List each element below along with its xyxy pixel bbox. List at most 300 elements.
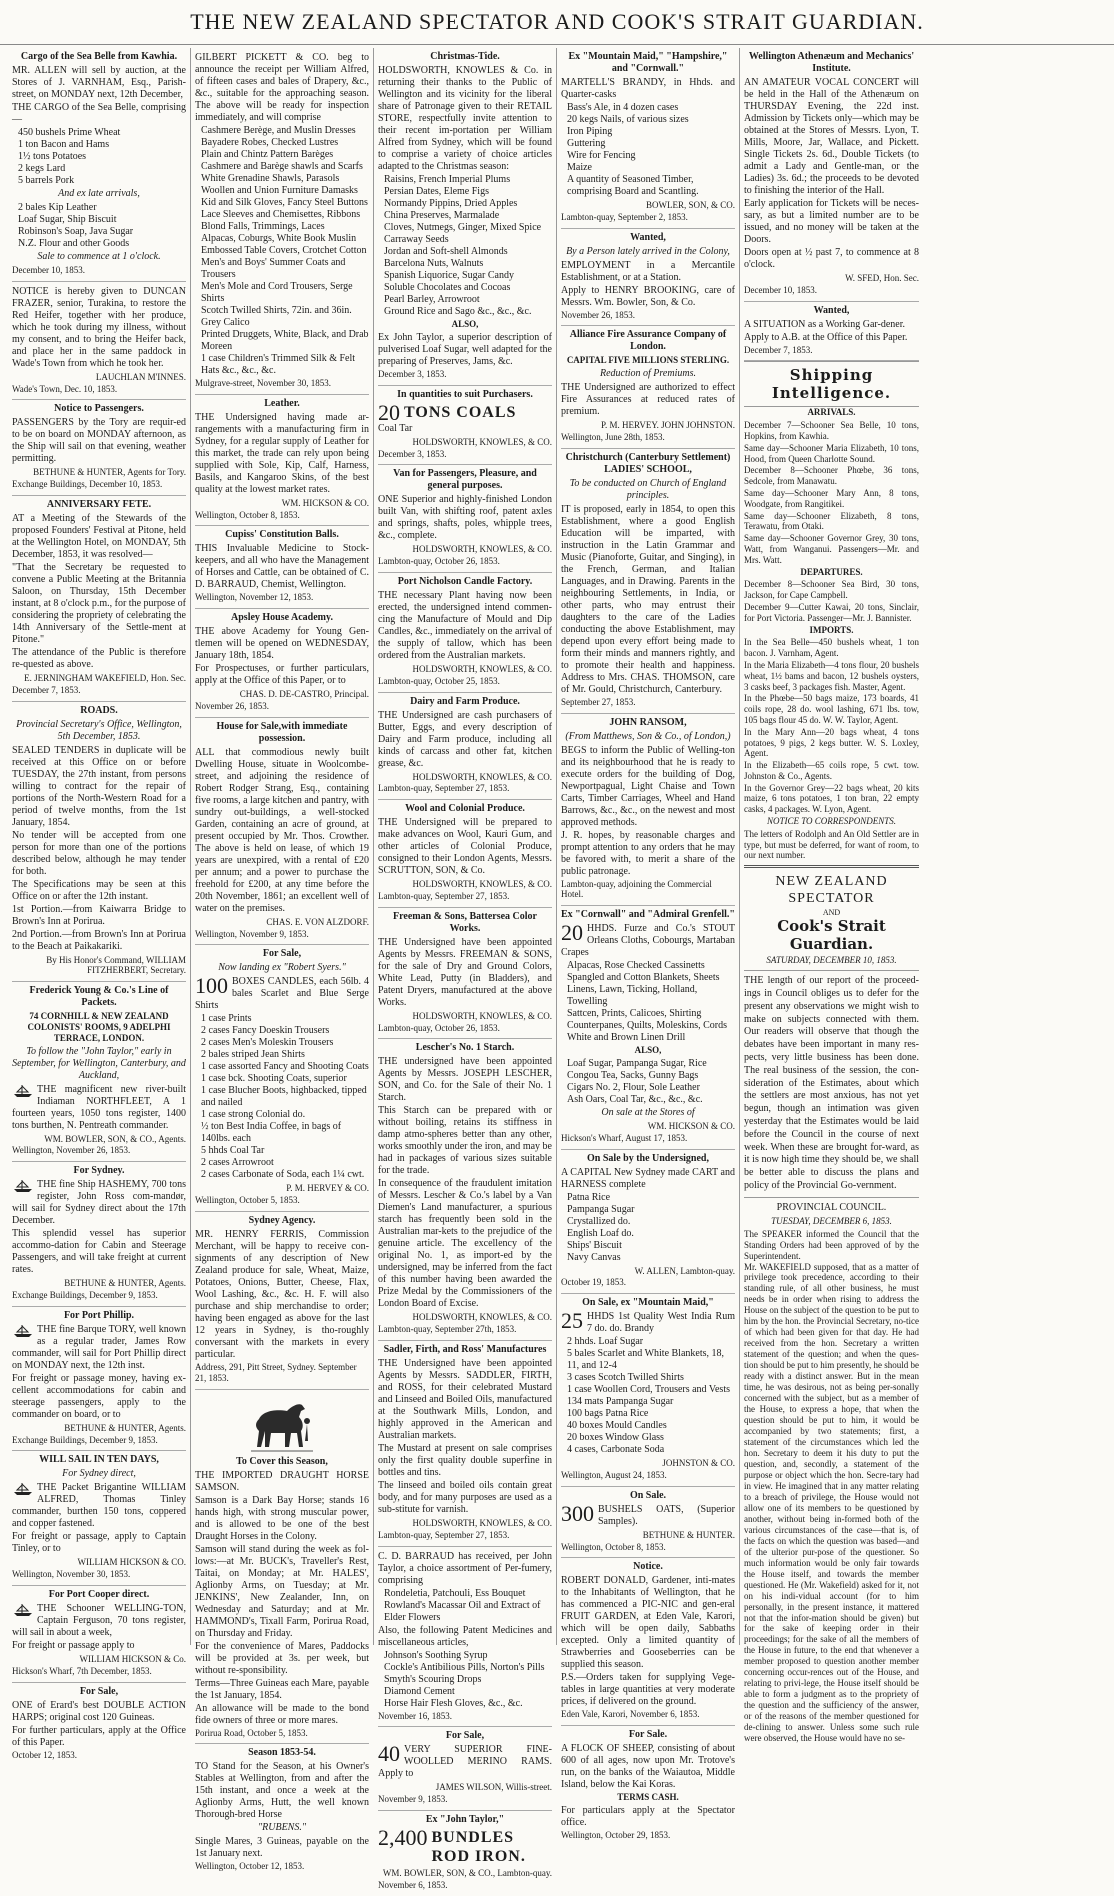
ad-martell-brandy (561, 48, 735, 229)
list-item: Rowland's Macassar Oil and Extract of Elder Flowers (384, 1599, 541, 1623)
item-list (18, 127, 186, 187)
ad-date: December 7, 1853. (12, 684, 81, 695)
ad-text: ALL that commodious newly built Dwelling House, situate in Woolcombe-street, and adjoining the residence of Robert Rodger Strang, Esq., containing five rooms, a large kitchen and pantry, with sundry out-buildings, a well-stocked Garden, containing an acre of ground, at present occupied by Mr. Thos. Crowther. The above is held on lease, of which 19 years are unexpired, with a rental of £20 per annum; and a power to purchase the freehold for £200, at any time before the 20th November, 1861; an excellent well of water on the premises. (195, 746, 369, 914)
ad-apsley-house (195, 609, 369, 718)
ad-signature: WILLIAM HICKSON & CO. (77, 1557, 186, 1568)
list-item: 1 case assorted Fancy and Shooting Coats (201, 1061, 369, 1073)
ad-gilbert-pickett (195, 48, 369, 395)
ad-heading: For Sale, (79, 1685, 119, 1697)
council-paragraph: The SPEAKER informed the Council that the Standing Orders had been approved of by the Superintendent. (744, 1228, 919, 1261)
ad-heading: For Port Phillip. (63, 1309, 135, 1321)
ad-rod-iron (378, 1811, 552, 1896)
ad-heading: Wanted, (630, 231, 666, 243)
column-2 (191, 48, 374, 1872)
ad-body: HHDS. Furze and Co.'s STOUT Orleans Cloths, Cobourgs, Martaban Crapes (561, 923, 735, 959)
ad-signature: W. SFED, Hon. Sec. (845, 273, 919, 283)
list-item: Wire for Fencing (567, 150, 636, 161)
ad-date: November 16, 1853. (378, 1710, 452, 1721)
ad-date: December 10, 1853. (12, 265, 85, 275)
list-item: Same day—Schooner Maria Elizabeth, 10 tons, Hood, from Queen Charlotte Sound. (744, 442, 919, 464)
column-5 (740, 48, 923, 1744)
list-item: Same day—Schooner Mary Ann, 8 tons, Woodgate, from Rangitikei. (744, 487, 919, 509)
list-item: Linens, Lawn, Ticking, Holland, Towelling (567, 984, 698, 1008)
ship-icon (12, 1084, 34, 1098)
paper-title-and: AND (822, 907, 841, 917)
ad-date: Mulgrave-street, November 30, 1853. (195, 378, 331, 388)
ad-date: Exchange Buildings, December 9, 1853. (12, 1434, 158, 1445)
ad-heading: For Sale, (262, 948, 302, 960)
ad-body: THE fine Ship HASHEMY, 700 tons register, John Ross com-mandør, will sail for Sydney direct about the 17th December. (12, 1179, 186, 1227)
ad-heading: Sydney Agency. (248, 1214, 316, 1226)
ad-quote: "That the Secretary be requested to convene a Public Meeting at the Britannia Saloon, on Thursday, 15th December instant, at 8 o'clock p.m., for the purpose of considering the propriety of celebrating the 14th Anniversary of the Settle-ment at Pitone." (12, 561, 186, 645)
ad-subheading: (From Matthews, Son & Co., of London,) (565, 730, 731, 742)
ad-body: THE magnificent new river-built Indiaman NORTHFLEET, A 1 fourteen years, 1050 tons register, 1400 tons burthen, N. Pentreath commander. (12, 1083, 186, 1131)
ad-text: IT is proposed, early in 1854, to open this Establishment, where a good English Education will be imparted, with instruction in the Latin Grammar and Music (Pianoforte, Guitar, and Singing), in the French, German, and Italian Languages, and in Drawing. Parents in the neighbouring Settlements, in India, or other parts, who may entrust their daughters to the care of the Ladies conducting the above Establishment, may depend upon every effort being made to form their minds and manners rightly, and to promote their health and happiness. Address to Mrs. CHAS. THOMSON, care of Mr. Gould, Christchurch, Canterbury. (561, 503, 735, 695)
ad-text (561, 1308, 735, 1335)
ad-text: THE Undersigned are authorized to effect Fire Assurances at reduced rates of premium. (561, 382, 735, 418)
column-3 (374, 48, 557, 1891)
ad-heading: Frederick Young & Co.'s Line of Packets. (29, 985, 169, 1009)
list-item: 2 kegs Lard (18, 163, 66, 174)
ad-text: AT a Meeting of the Stewards of the proposed Founders' Festival at Pitone, held at the Wellington Hotel, on MONDAY, 5th December, 1853, it was resolved— (12, 512, 186, 560)
ad-text: The linseed and boiled oils contain great body, and for many purposes are used as a sub-stitute for varnish. (378, 1479, 552, 1515)
ad-athenaeum-concert (744, 48, 919, 302)
list-item: In the Elizabeth—65 coils rope, 5 cwt. tow. Johnston & Co., Agents. (744, 760, 919, 781)
ad-body: VERY SUPERIOR FINE-WOOLLED MERINO RAMS. Apply to (378, 1744, 552, 1780)
ad-text (561, 920, 735, 959)
ad-text: ROBERT DONALD, Gardener, inti-mates to the Inhabitants of Wellington, that he has commenced a PIC-NIC and gen-eral FRUIT GARDEN, at Eden Vale, Karori, which will be open daily, Sabbaths excepted. Only a limited quantity of Strawberries and Gooseberries can be supplied this season. (561, 1575, 735, 1671)
big-number: 40 (378, 1741, 400, 1767)
ad-anniversary-fete (12, 496, 186, 702)
ad-signature: BETHUNE & HUNTER, Agents for Tory. (33, 467, 186, 478)
ad-text: Ex John Taylor, a superior description of pulverised Loaf Sugar, well adapted for the preparing of Preserves, Jams, &c. (378, 331, 552, 367)
list-item: Cashmere and Barège shawls and Scarfs (201, 161, 363, 172)
ad-text: THE IMPORTED DRAUGHT HORSE SAMSON. (195, 1469, 369, 1493)
ad-house-sale (195, 718, 369, 946)
ad-wanted-gardener (744, 302, 919, 362)
ad-text (195, 973, 369, 1012)
list-item: 2 bales striped Jean Shirts (201, 1049, 305, 1061)
ad-rum-mountain-maid (561, 1294, 735, 1487)
list-item: 2 cases Carbonate of Soda, each 1¼ cwt. (201, 1169, 365, 1181)
ad-heading: On Sale. (629, 1489, 667, 1501)
ad-date: Lambton-quay, October 25, 1853. (378, 675, 500, 686)
ad-heading: For Port Cooper direct. (48, 1588, 150, 1600)
list-item: 5 hhds Coal Tar (201, 1145, 265, 1157)
list-item: December 9—Cutter Kawai, 20 tons, Sinclair, for Port Victoria. Passenger—Mr. J. Bannister. (744, 601, 919, 623)
ad-date: Wellington, October 8, 1853. (561, 1541, 666, 1552)
ad-robert-donald (561, 1558, 735, 1726)
ad-text: A SITUATION as a Working Gar-dener. (744, 318, 905, 330)
ad-roads (12, 702, 186, 983)
list-item: Sattcen, Prints, Calicoes, Shirting (567, 1008, 702, 1020)
ad-signature: By His Honor's Command, WILLIAM FITZHERBERT, Secretary. (46, 954, 186, 976)
list-item: 1 case Children's Trimmed Silk & Felt Hats &c., &c., &c. (201, 353, 356, 376)
ad-text: Samson is a Dark Bay Horse; stands 16 hands high, with strong muscular power, and is allowed to be one of the best Draught Horses in the Colony. (195, 1494, 369, 1542)
ad-note: Sale to commence at 1 o'clock. (37, 251, 161, 262)
ad-cart-harness (561, 1150, 735, 1295)
list-item: Raisins, French Imperial Plums (384, 174, 511, 185)
ad-text: THE Undersigned are cash purchasers of Butter, Eggs, and every description of Dairy and Farm produce, including all kinds of carcass and other fat, kitchen grease, &c. (378, 709, 552, 769)
list-item: Counterpanes, Quilts, Moleskins, Cords (567, 1020, 727, 1032)
ad-ladies-school (561, 449, 735, 714)
ad-body: THE fine Barque TORY, well known as a regular trader, James Row commander, will sail for Port Phillip direct on MONDAY next, the 12th inst. (12, 1323, 186, 1371)
notice-body: The letters of Rodolph and An Old Settler are in type, but must be deferred, for want of room, to our next number. (744, 828, 919, 861)
ad-date: October 12, 1853. (12, 1749, 77, 1760)
ad-text: THE Undersigned have been appointed Agents by Messrs. FREEMAN & SONS, for the sale of Dry and Ground Colors, White Lead, Putty (in Bladders), and Patent Dryers, manufactured at the above Works. (378, 936, 552, 1008)
ad-text: PASSENGERS by the Tory are requir-ed to be on board on MONDAY afternoon, as the Ship will sail on that evening, weather permitting. (12, 417, 186, 465)
list-item: Same day—Schooner Governor Grey, 30 tons, Watt, from Wanganui. Passengers—Mr. and Mrs. Watt. (744, 533, 919, 565)
ad-cargo-sea-belle (12, 48, 186, 282)
ad-text: EMPLOYMENT in a Mercantile Establishment, or at a Station. (561, 259, 735, 283)
list-item: Plain and Chintz Pattern Barèges (201, 149, 334, 160)
list-item: Men's Mole and Cord Trousers, Serge Shirts (201, 281, 353, 304)
item-list (567, 102, 735, 198)
list-item: Ships' Biscuit (567, 1239, 622, 1251)
ad-date: Wellington, October 29, 1853. (561, 1829, 671, 1840)
ad-signature: WILLIAM HICKSON & Co. (79, 1653, 186, 1664)
ad-text: THE Undersigned will be prepared to make advances on Wool, Kauri Gum, and other articles of Colonial Produce, consigned to their London Agents, Messrs. SCRUTTON, SON, & Co. (378, 817, 552, 877)
list-item: 20 boxes Window Glass (567, 1432, 664, 1444)
ad-heading: Dairy and Farm Produce. (410, 695, 520, 707)
ad-text: MR. ALLEN will sell by auction, at the Stores of J. VARNHAM, Esq., Parish-street, on MONDAY next, 12th December, (12, 65, 186, 100)
ad-heading: Sadler, Firth, and Ross' Manufactures (383, 1343, 547, 1355)
list-item: Ground Rice and Sago &c., &c., &c. (384, 306, 532, 317)
big-number: 20 (378, 399, 400, 425)
list-item: Pearl Barley, Arrowroot (384, 294, 480, 305)
ad-body: THE Schooner WELLING-TON, Captain Ferguson, 70 tons register, will sail in about a week, (12, 1602, 186, 1638)
ad-heading: Christchurch (Canterbury Settlement) LADIES' SCHOOL, (565, 451, 731, 475)
ad-subheading: 74 CORNHILL & NEW ZEALAND COLONISTS' ROOMS, 9 ADELPHI TERRACE, LONDON. (27, 1011, 171, 1043)
list-item: Woollen and Union Furniture Damasks (201, 185, 358, 196)
ad-signature: HOLDSWORTH, KNOWLES, & CO. (412, 771, 552, 782)
ad-rubens (195, 1744, 369, 1877)
ad-signature: HOLDSWORTH, KNOWLES, & CO. (412, 1517, 552, 1528)
ad-signature: CHAS. E. VON ALZDORF. (266, 916, 369, 927)
ad-subheading: For Sydney direct, (62, 1468, 136, 1480)
ad-heading: WILL SAIL IN TEN DAYS, (39, 1454, 159, 1466)
ad-text: For freight or passage money, having ex-cellent accommodations for cabin and steerage passengers, apply to the commander on board, or to (12, 1372, 186, 1420)
ad-text: ONE of Erard's best DOUBLE ACTION HARPS; original cost 120 Guineas. (12, 1699, 186, 1723)
ad-date: Exchange Buildings, December 10, 1853. (12, 479, 163, 490)
list-item: White Grenadine Shawls, Parasols (201, 173, 340, 184)
list-item: Cockle's Antibilious Pills, Norton's Pills (384, 1661, 545, 1673)
list-item: Johnson's Soothing Syrup (384, 1649, 488, 1661)
subsection-title: NOTICE TO CORRESPONDENTS. (766, 816, 897, 827)
ad-subheading: And ex late arrivals, (58, 188, 140, 199)
ad-date: Eden Vale, Karori, November 6, 1853. (561, 1709, 700, 1720)
ad-text: C. D. BARRAUD has received, per John Taylor, a choice assortment of Per-fumery, comprising (378, 1550, 552, 1586)
ad-text (12, 1603, 186, 1639)
ad-text (12, 1179, 186, 1227)
ad-heading: JOHN RANSOM, (609, 716, 687, 728)
ad-notice-frazer (12, 282, 186, 401)
ad-heading: Cargo of the Sea Belle from Kawhia. (20, 51, 178, 62)
list-item: Jordan and Soft-shell Almonds (384, 246, 508, 257)
ad-candles (195, 945, 369, 1212)
ad-heading: Notice. (633, 1561, 663, 1573)
ad-subheading: By a Person lately arrived in the Colony, (566, 245, 730, 257)
big-number: 300 (561, 1500, 594, 1526)
ad-port-phillip (12, 1307, 186, 1452)
horse-name: "RUBENS." (257, 1822, 307, 1834)
ad-date: Lambton-quay, adjoining the Commercial Hotel. (561, 878, 712, 900)
ad-subheading: CAPITAL FIVE MILLIONS STERLING. (566, 355, 730, 366)
ad-date: November 26, 1853. (561, 309, 635, 320)
ad-text: For particulars apply at the Spectator office. (561, 1804, 735, 1828)
list-item: Barcelona Nuts, Walnuts (384, 258, 484, 269)
ad-notice-passengers (12, 400, 186, 496)
subsection-title: IMPORTS. (809, 624, 854, 635)
ad-text: AN AMATEUR VOCAL CONCERT will be held in the Hall of the Athenæum on THURSDAY Evening, the 22d inst. Admission by Tickets only—which may be obtained at the Stores of Messrs. Lyon, T. Mills, Moore, Jar, Wallace, and Pickett. Single Tickets 2s. 6d., Double Tickets (to admit a Lady and Gentle-man, or the Ladies) 3s. 6d.; the proceeds to be devoted to finishing the interior of the Hall. (744, 77, 919, 196)
ad-christmas-tide (378, 48, 552, 386)
ad-text: Early application for Tickets will be neces-sary, as but a limited number are to be issued, and no money will be taken at the Doors. (744, 198, 919, 245)
list-item: Embossed Table Covers, Crotchet Cotton (201, 245, 367, 256)
ad-signature: HOLDSWORTH, KNOWLES, & CO. (412, 436, 552, 447)
ad-date: Wellington, November 9, 1853. (195, 928, 309, 939)
list-item: Persian Dates, Eleme Figs (384, 186, 489, 197)
ad-signature: HOLDSWORTH, KNOWLES, & CO. (412, 1312, 552, 1323)
ad-heading: Wool and Colonial Produce. (405, 803, 525, 815)
list-item: December 8—Schooner Phœbe, 36 tons, Sedcole, from Manawatu. (744, 465, 919, 487)
ad-text (561, 1500, 735, 1528)
item-list (384, 1650, 552, 1710)
list-item: 2 cases Men's Moleskin Trousers (201, 1037, 334, 1049)
ad-text: Also, the following Patent Medicines and miscellaneous articles, (378, 1624, 552, 1648)
ad-date: October 19, 1853. (561, 1277, 626, 1288)
ad-heading: Wellington Athenæum and Mechanics' Institute. (748, 51, 915, 74)
ad-text: J. R. hopes, by reasonable charges and prompt attention to any orders that he may be favored with, to merit a share of the public patronage. (561, 829, 735, 877)
list-item: December 8—Schooner Sea Bird, 30 tons, Jackson, for Cape Campbell. (744, 579, 919, 601)
list-item: 2 bales Kip Leather (18, 202, 97, 213)
ad-heading: Alliance Fire Assurance Company of London. (569, 329, 727, 353)
ad-text (12, 1084, 186, 1132)
ad-date: November 6, 1853. (378, 1880, 448, 1891)
ad-text: Terms—Three Guineas each Mare, payable the 1st January, 1854. (195, 1677, 369, 1701)
ad-date: December 7, 1853. (744, 344, 813, 355)
ad-heading: On Sale, ex "Mountain Maid," (582, 1297, 714, 1309)
list-item: 1 case Blucher Boots, highbacked, tipped and nailed (201, 1085, 367, 1109)
ad-heading: Leather. (264, 397, 300, 409)
ad-date: November 9, 1853. (378, 1794, 448, 1805)
ad-date: Wade's Town, Dec. 10, 1853. (12, 383, 118, 394)
list-item: ½ ton Best India Coffee, in bags of 140lbs. each (201, 1121, 342, 1145)
list-item: Cigars No. 2, Flour, Sole Leather (567, 1081, 700, 1093)
list-item: Same day—Schooner Elizabeth, 8 tons, Terawatu, from Otaki. (744, 510, 919, 532)
list-item: Normandy Pippins, Dried Apples (384, 198, 518, 209)
list-item: Cashmere Berège, and Muslin Dresses (201, 125, 356, 136)
list-item: Crystallized do. (567, 1215, 631, 1227)
list-item: Alpacas, Rose Checked Cassinetts (567, 960, 705, 972)
ad-date: Address, 291, Pitt Street, Sydney. September 21, 1853. (195, 1361, 357, 1383)
ad-text: For freight or passage apply to (12, 1639, 135, 1651)
list-item: 5 barrels Pork (18, 175, 75, 186)
ad-text: No tender will be accepted from one person for more than one of the portions described below, although he may tender for both. (12, 829, 186, 877)
ad-signature: JOHNSTON & CO. (662, 1458, 735, 1469)
ad-merino-rams (378, 1727, 552, 1811)
list-item: 1 ton Bacon and Hams (18, 139, 110, 150)
list-item: 1 case Woollen Cord, Trousers and Vests (567, 1384, 730, 1396)
list-item: Printed Druggets, White, Black, and Drab Moreen (201, 329, 369, 352)
ad-subheading: ALSO, (451, 319, 479, 329)
masthead: THE NEW ZEALAND SPECTATOR AND COOK'S STRAIT GUARDIAN. (0, 0, 1114, 45)
ad-date: Wellington, November 26, 1853. (12, 1145, 131, 1156)
ad-candle-factory (378, 573, 552, 693)
ad-barraud (378, 1547, 552, 1728)
list-item: Bayadere Robes, Checked Lustres (201, 137, 339, 148)
issue-date: SATURDAY, DECEMBER 10, 1853. (766, 955, 897, 966)
ad-text: Samson will stand during the week as fol-lows:—at Mr. BUCK's, Traveller's Rest, Taitai, on Monday; at Mr. HALES', Aglionby Arms, on Tuesday; at Mr. JENKINS', New Zealander, Inn, on Wednesday and Saturday; and at Mr. HAMMOND's, Tixall Farm, Porirua Road, on Thursday and Friday. (195, 1543, 369, 1639)
ad-date: Wellington, June 28th, 1853. (561, 431, 665, 442)
list-item: Congou Tea, Sacks, Gunny Bags (567, 1069, 699, 1081)
ad-heading: For Sale, (445, 1730, 485, 1742)
ad-text: A FLOCK OF SHEEP, consisting of about 600 of all ages, now upon Mr. Trotove's run, on the banks of the Waiautoa, Middle Island, below the Kai Koras. (561, 1743, 735, 1791)
list-item: 3 cases Scotch Twilled Shirts (567, 1372, 684, 1384)
list-item: Cloves, Nutmegs, Ginger, Mixed Spice (384, 222, 542, 233)
council-paragraph: Mr. WAKEFIELD supposed, that as a matter of privilege took precedence, according to their standing rule, of all other business, he must needs be in order when rising to address the House on the subject of the question to be put to him by the hon. the Provincial Secretary, no-tice of which had been given for that day. He had received from the hon. Secretary a written statement of the question; and when the ques-tion should be put to him presently, he should be ready with a distinct answer. But in the mean time, he was desirous, not as being per-sonally concerned with the subject, but as a member of the House, to express a hope, that when the question should be put to him, it would be accompanied by two statements; first, a statement of the circumstances which led the hon. Secretary to deem it his duty to put the question, and, secondly, a statement of the purpose or object which the hon. Secre-tary had in view. He imagined that in any matter relating to a breach of privilege, the House would not allow one of its members to be questioned by another, without being in-formed both of the various circumstances of the case—that is, of the facts on which the question was based—and of the ulterior pur-pose of the questioner. So much information would be only fair towards the House itself, and towards the member questioned. He (Mr. Wakefield) asked for it, not on his indi-vidual account (for to him personally, in the present instance, it mattered not that the infor-mation should be given) but for the sake of keeping order in their proceedings; for the sake of all the members of the House in future, to the end that whenever a member proposed to question another member concerning occur-rences out of the House, and relating to privi-lege, the House itself should be able to form a judgment as to the propriety of the question and the sufficiency of the answer, or of the reasons of the member questioned for de-clining to answer. Unless some such rule were observed, the House would have no se- (744, 1261, 919, 1744)
ad-subheading: Now landing ex "Robert Syers." (218, 962, 346, 974)
divider (744, 970, 919, 971)
ad-date: December 10, 1853. (744, 284, 817, 295)
list-item: Loaf Sugar, Ship Biscuit (18, 214, 117, 225)
big-number: 20 (561, 920, 583, 946)
list-item: 1 case Prints (201, 1013, 252, 1025)
ad-text: THE necessary Plant having now been erected, the undersigned intend commen-cing the Manufacture of Mould and Dip Candles, &c., immediately on the arrival of the supply of tallow, which has been ordered from the Australian markets. (378, 589, 552, 661)
ad-body: BUSHELS OATS, (Superior Samples). (598, 1503, 735, 1527)
ad-for-sydney (12, 1162, 186, 1307)
ad-date: Exchange Buildings, December 9, 1853. (12, 1289, 158, 1300)
ad-heading: Wanted, (813, 304, 850, 316)
ad-ten-days (12, 1451, 186, 1586)
ad-heading: In quantities to suit Purchasers. (397, 388, 533, 400)
ad-text: For freight or passage, apply to Captain Tinley, or to (12, 1531, 186, 1555)
ad-body: TONS COALS (404, 403, 517, 421)
ad-text: BEGS to inform the Public of Welling-ton and its neighbourhood that he is ready to execute orders for the building of Dog, Newportpagual, Light Chaise and Town Carts, Timber Carriages, Wheel and Hand Barrows, &c., &c., on the newest and most approved methods. (561, 744, 735, 828)
ad-text: For further particulars, apply at the Office of this Paper. (12, 1724, 186, 1748)
ad-date: Lambton-quay, October 26, 1853. (378, 556, 500, 567)
list-item: Soluble Chocolates and Cocoas (384, 282, 511, 293)
ad-lescher (378, 1039, 552, 1341)
item-list (567, 960, 735, 1044)
ad-cupiss (195, 526, 369, 609)
ad-signature: WM. BOWLER, SON, & CO., Agents. (44, 1133, 186, 1144)
list-item: 1 case bck. Shooting Coats, superior (201, 1073, 347, 1085)
list-item: Blond Falls, Trimmings, Laces (201, 221, 325, 232)
ad-john-ransom (561, 714, 735, 907)
item-list (384, 174, 552, 318)
ad-heading: ANNIVERSARY FETE. (46, 498, 152, 510)
ship-icon (12, 1603, 34, 1617)
section-title: Shipping Intelligence. (744, 361, 919, 407)
list-item: In the Sea Belle—450 bushels wheat, 1 ton bacon. J. Varnham, Agent. (744, 637, 919, 659)
list-item: Pampanga Sugar (567, 1203, 635, 1215)
list-item: Guttering (567, 138, 606, 149)
ship-icon (12, 1482, 34, 1496)
ad-signature: LAUCHLAN M'INNES. (95, 371, 186, 382)
ad-text: GILBERT PICKETT & CO. beg to announce the receipt per William Alfred, of fifteen cases and bales of Drapery, &c., &c., suitable for the approaching season. The above will be ready for inspection immediately, and will comprise (195, 52, 369, 123)
big-number: 25 (561, 1308, 583, 1334)
list-item: 4 cases, Carbonate Soda (567, 1444, 665, 1456)
ad-heading: House for Sale,with immediate possession. (216, 720, 348, 744)
ad-heading: Cupiss' Constitution Balls. (225, 529, 339, 541)
ad-text: In consequence of the fraudulent imitation of Messrs. Lescher & Co.'s label by a Van Diemen's Land manufacturer, a spurious starch has frequently been sold in the Australian mar-kets to the prejudice of the genuine article. The excellency of the original No. 1, as import-ed by the undersigned, may be inferred from the fact of this number having been awarded the Prize Medal by the Commissioners of the London Board of Excise. (378, 1178, 552, 1310)
ad-body: HHDS 1st Quality West India Rum 7 do. do. Brandy (587, 1311, 735, 1335)
list-item: N.Z. Flour and other Goods (18, 238, 130, 249)
list-item: Rondeletia, Patchouli, Ess Bouquet (384, 1587, 526, 1599)
ad-young-packets (12, 982, 186, 1162)
subsection-title: DEPARTURES. (800, 566, 863, 577)
ad-signature: P. M. HERVEY. JOHN JOHNSTON. (601, 420, 735, 431)
ad-text: The attendance of the Public is therefore re-quested as above. (12, 646, 186, 670)
arrivals-list (744, 420, 919, 565)
subsection-title: ARRIVALS. (807, 407, 856, 418)
list-item: Alpacas, Coburgs, White Book Muslin (201, 233, 357, 244)
list-item: Scotch Twilled Shirts, 72in. and 36in. Grey Calico (201, 305, 352, 328)
ad-text: Apply to HENRY BROOKING, care of Messrs. Wm. Bowler, Son, & Co. (561, 284, 735, 308)
ad-text: THE above Academy for Young Gen-tlemen will be opened on WEDNESDAY, January 18th, 1854. (195, 626, 369, 662)
list-item: Ash Oars, Coal Tar, &c., &c., &c. (567, 1093, 703, 1105)
list-item: Smyth's Scouring Drops (384, 1673, 482, 1685)
ad-signature: HOLDSWORTH, KNOWLES, & CO. (412, 663, 552, 674)
paper-title: NEW ZEALAND SPECTATOR (775, 874, 888, 907)
big-number: 2,400 (378, 1824, 428, 1850)
ad-subheading: ALSO, (634, 1045, 662, 1056)
ad-text: ONE Superior and highly-finished London built Van, with shifting roof, patent axles and springs, shafts, poles, whipple trees, &c., complete. (378, 494, 552, 542)
ad-text: A CAPITAL New Sydney made CART and HARNESS complete (561, 1166, 735, 1190)
ad-subheading: TERMS CASH. (617, 1792, 679, 1803)
list-item: 134 mats Pampanga Sugar (567, 1396, 674, 1408)
ad-sadler (378, 1341, 552, 1547)
ad-text: This Starch can be prepared with or without boiling, retains its stiffness in damp atmo-spheres better than any other, works smoothly under the iron, and may be had in packages of various sizes suitable for the trade. (378, 1105, 552, 1177)
ad-date: Lambton-quay, September 27th, 1853. (378, 1324, 517, 1335)
ad-date: November 26, 1853. (195, 700, 269, 711)
ad-heading: Van for Passengers, Pleasure, and general purposes. (393, 468, 537, 492)
ad-text: Apply to A.B. at the Office of this Paper. (744, 331, 908, 343)
ad-date: Lambton-quay, September 2, 1853. (561, 211, 688, 222)
ad-date: Hickson's Wharf, 7th December, 1853. (12, 1665, 152, 1676)
ad-text: THE undersigned have been appointed Agents by Messrs. JOSEPH LESCHER, SON, and Co. for the Sale of their No. 1 Starch. (378, 1056, 552, 1104)
ad-date: Wellington, November 12, 1853. (195, 592, 314, 603)
ad-text: HOLDSWORTH, KNOWLES & Co. in returning their thanks to the Public of Wellington and its vicinity for the liberal share of Patronage given to their RETAIL STORE, respectfully invite attention to their recent im-portation per William Alfred from Sydney, which will be found to comprise a variety of choice articles adapted to the Christmas season: (378, 65, 552, 172)
ship-icon (12, 1179, 34, 1193)
item-list (567, 1058, 735, 1106)
departures-list (744, 579, 919, 623)
ad-date: Porirua Road, October 5, 1853. (195, 1727, 308, 1738)
ad-date: December 3, 1853. (378, 448, 447, 459)
list-item: In the Governor Grey—22 bags wheat, 20 kits maize, 6 tons potatoes, 1 ton bran, 22 empty casks, 4 packages. W. Lyon, Agent. (744, 782, 919, 815)
ad-text: 1st Portion.—from Kaiwarra Bridge to Brown's Inn at Porirua. (12, 903, 186, 927)
ad-text: Coal Tar (378, 422, 413, 434)
columns (8, 48, 1108, 1891)
ad-wanted-employment (561, 229, 735, 327)
list-item: Loaf Sugar, Pampanga Sugar, Rice (567, 1057, 707, 1069)
council-date: TUESDAY, DECEMBER 6, 1853. (771, 1215, 892, 1226)
item-list (567, 1192, 735, 1264)
column-1 (8, 48, 191, 1760)
list-item: Kid and Silk Gloves, Fancy Steel Buttons (201, 197, 368, 208)
ad-heading: Freeman & Sons, Battersea Color Works. (393, 910, 537, 934)
ad-text: For Prospectuses, or further particulars, apply at the Office of this Paper, or to (195, 663, 369, 687)
ad-text (378, 1824, 552, 1866)
ad-note: To follow the "John Taylor," early in September, for Wellington, Canterbury, and Auckland, (12, 1045, 186, 1081)
ad-subheading: To be conducted on Church of England principles. (569, 477, 727, 501)
ad-date: Lambton-quay, October 26, 1853. (378, 1022, 500, 1033)
ad-date: Lambton-quay, September 27, 1853. (378, 1529, 510, 1540)
ad-heading: On Sale by the Undersigned, (587, 1152, 709, 1164)
ad-text: The Mustard at present on sale comprises only the first quality double superfine in bottles and tins. (378, 1442, 552, 1478)
list-item: 5 bales Scarlet and White Blankets, 18, 11, and 12-4 (567, 1348, 724, 1372)
ad-freeman (378, 908, 552, 1040)
